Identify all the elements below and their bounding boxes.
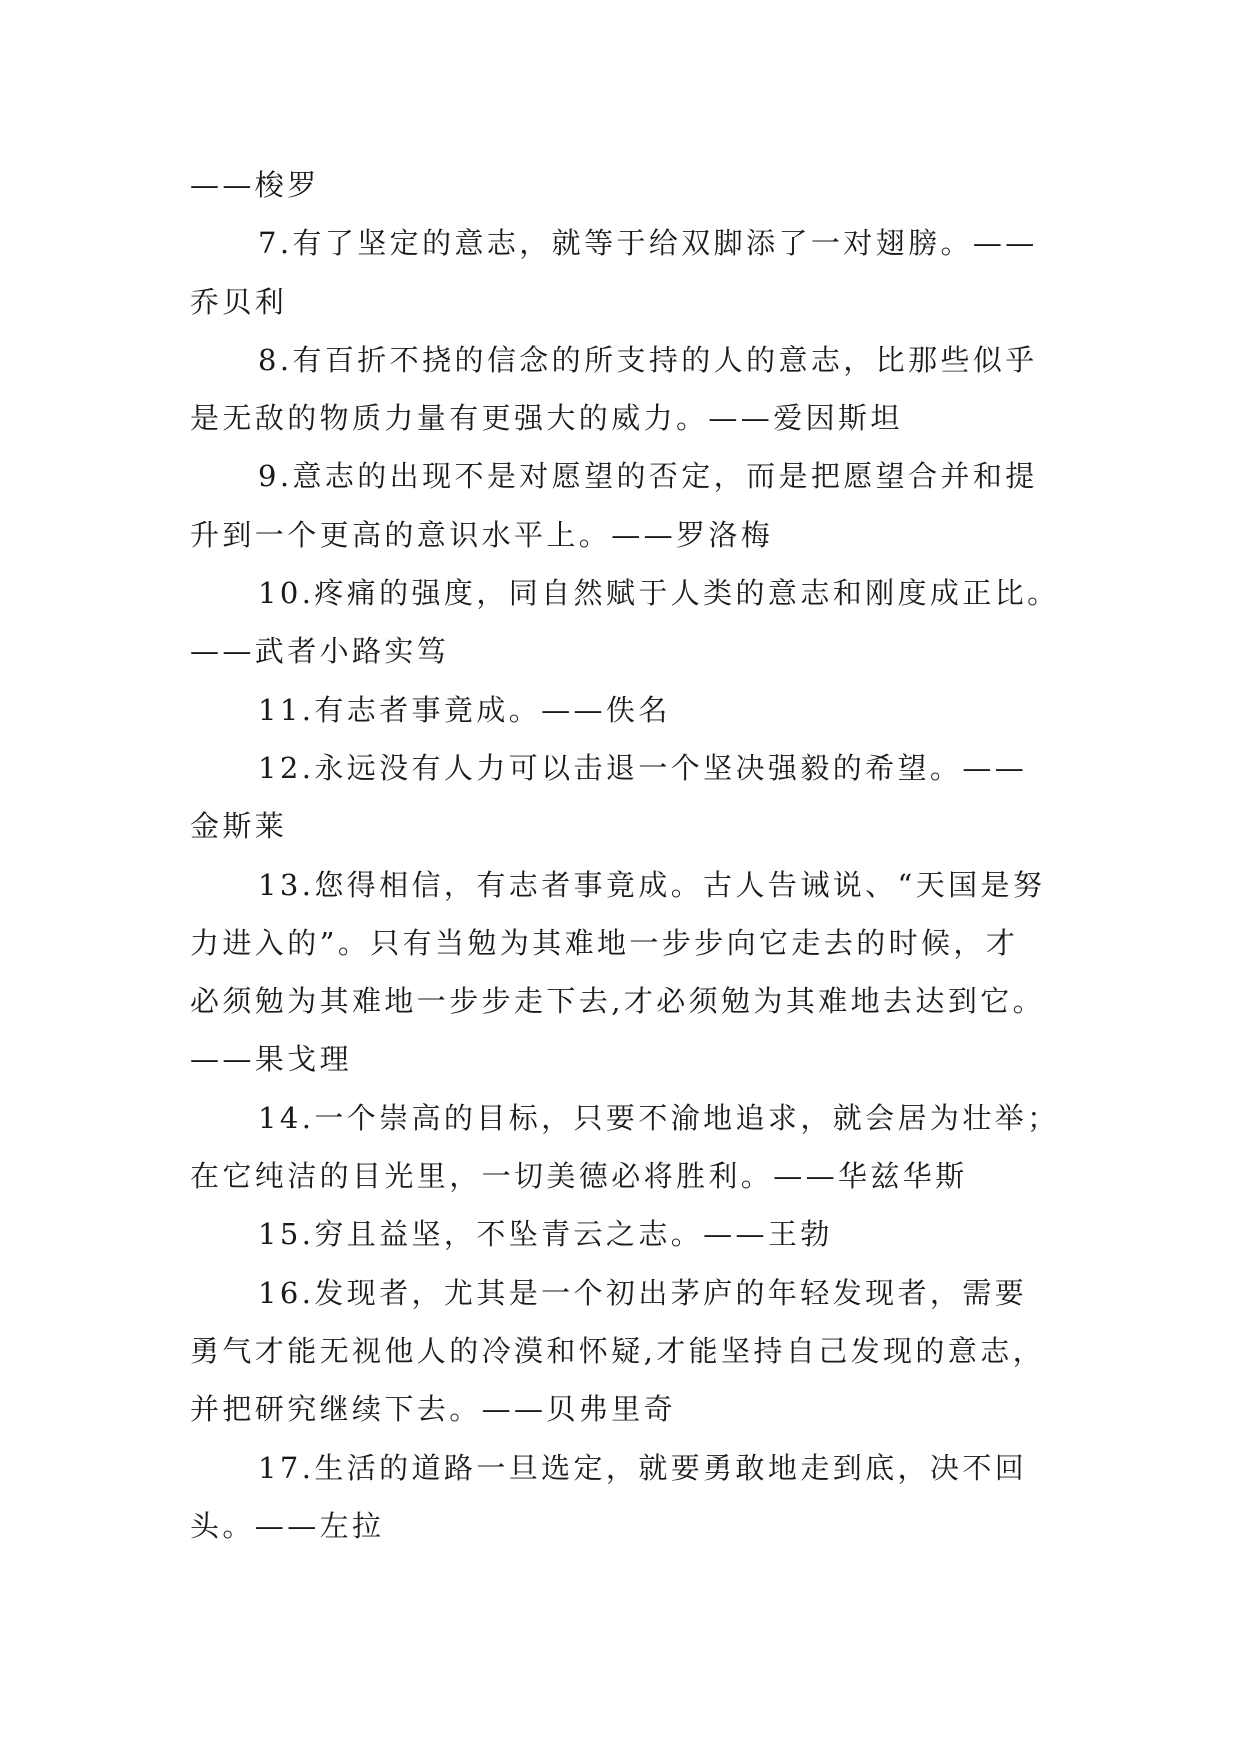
quote-text-block xyxy=(190,156,1070,1555)
quote-line: 9.意志的出现不是对愿望的否定，而是把愿望合并和提 xyxy=(258,459,1038,494)
text-line: 金斯莱 xyxy=(190,809,288,844)
text-line: 勇气才能无视他人的冷漠和怀疑,才能坚持自己发现的意志， xyxy=(190,1333,1046,1368)
quote-line: 15.穷且益坚，不坠青云之志。——王勃 xyxy=(258,1217,833,1252)
text-line: 在它纯洁的目光里，一切美德必将胜利。——华兹华斯 xyxy=(190,1159,968,1194)
quote-line: 7.有了坚定的意志，就等于给双脚添了一对翅膀。—— xyxy=(258,226,1038,261)
text-line: 力进入的”。只有当勉为其难地一步步向它走去的时候，才 xyxy=(190,925,1019,960)
text-line: 乔贝利 xyxy=(190,284,288,319)
quote-line: 17.生活的道路一旦选定，就要勇敢地走到底，决不回 xyxy=(258,1450,1028,1485)
text-line: 必须勉为其难地一步步走下去,才必须勉为其难地去达到它。 xyxy=(190,984,1046,1019)
text-line: 头。——左拉 xyxy=(190,1508,385,1543)
text-line: 升到一个更高的意识水平上。——罗洛梅 xyxy=(190,517,774,552)
quote-line: 10.疼痛的强度，同自然赋于人类的意志和刚度成正比。 xyxy=(258,576,1060,611)
quote-line: 12.永远没有人力可以击退一个坚决强毅的希望。—— xyxy=(258,750,1028,785)
quote-line: 16.发现者，尤其是一个初出茅庐的年轻发现者，需要 xyxy=(258,1275,1028,1310)
quote-line: 13.您得相信，有志者事竟成。古人告诫说、“天国是努 xyxy=(258,867,1046,902)
text-line: 是无敌的物质力量有更强大的威力。——爱因斯坦 xyxy=(190,401,903,436)
quote-line: 8.有百折不挠的信念的所支持的人的意志，比那些似乎 xyxy=(258,342,1038,377)
quote-line: 14.一个崇高的目标，只要不渝地追求，就会居为壮举； xyxy=(258,1100,1060,1135)
text-line: ——果戈理 xyxy=(190,1042,353,1077)
text-line: 并把研究继续下去。——贝弗里奇 xyxy=(190,1392,677,1427)
text-line: ——武者小路实笃 xyxy=(190,634,450,669)
quote-line: 11.有志者事竟成。——佚名 xyxy=(258,692,671,727)
text-line: ——梭罗 xyxy=(190,168,320,202)
